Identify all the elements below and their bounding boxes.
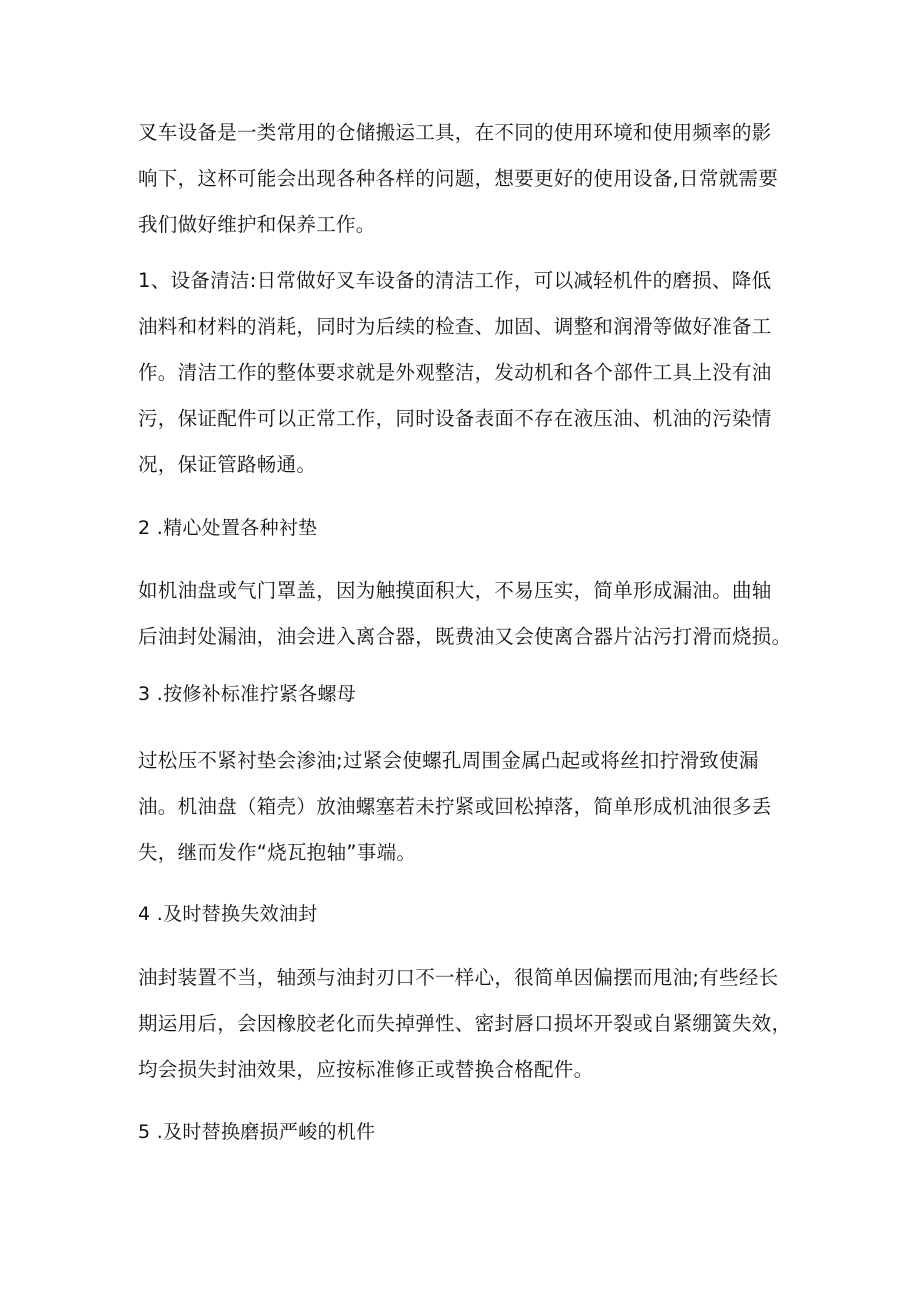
section-1-line-3: 作。清洁工作的整体要求就是外观整洁，发动机和各个部件工具上没有油 <box>138 361 772 384</box>
heading-5-text: 5 .及时替换磨损严峻的机件 <box>138 1121 376 1143</box>
heading-2-text: 2 .精心处置各种衬垫 <box>138 517 318 539</box>
heading-4 <box>138 891 798 937</box>
section-4-line-2: 期运用后，会因橡胶老化而失掉弹性、密封唇口损坏开裂或自紧绷簧失效， <box>138 1012 792 1035</box>
section-4-line-3: 均会损失封油效果，应按标准修正或替换合格配件。 <box>138 1058 594 1081</box>
section-3-paragraph <box>138 738 798 876</box>
section-2-line-1: 如机油盘或气门罩盖，因为触摸面积大，不易压实，简单形成漏油。曲轴 <box>138 579 772 602</box>
heading-3 <box>138 671 798 717</box>
section-1-line-2: 油料和材料的消耗，同时为后续的检查、加固、调整和润滑等做好准备工 <box>138 315 772 338</box>
intro-line-2: 响下，这杯可能会出现各种各样的问题，想要更好的使用设备,日常就需要 <box>138 167 779 190</box>
section-2-paragraph <box>138 568 798 660</box>
section-4-line-1: 油封装置不当，轴颈与油封刃口不一样心，很简单因偏摆而甩油;有些经长 <box>138 966 779 989</box>
section-4-paragraph <box>138 955 798 1093</box>
section-1-line-5: 况，保证管路畅通。 <box>138 453 317 476</box>
section-3-line-3: 失，继而发作“烧瓦抱轴”事端。 <box>138 841 417 864</box>
section-3-line-2: 油。机油盘（箱壳）放油螺塞若未拧紧或回松掉落，简单形成机油很多丢 <box>138 795 772 818</box>
heading-5 <box>138 1109 798 1155</box>
intro-line-1: 叉车设备是一类常用的仓储搬运工具，在不同的使用环境和使用频率的影 <box>138 121 772 144</box>
section-2-line-2: 后油封处漏油，油会进入离合器，既费油又会使离合器片沾污打滑而烧损。 <box>138 625 792 648</box>
heading-3-text: 3 .按修补标准拧紧各螺母 <box>138 683 357 705</box>
intro-line-3: 我们做好维护和保养工作。 <box>138 213 376 236</box>
section-3-line-1: 过松压不紧衬垫会渗油;过紧会使螺孔周围金属凸起或将丝扣拧滑致使漏 <box>138 749 759 772</box>
section-1-line-1: 1、设备清洁:日常做好叉车设备的清洁工作，可以减轻机件的磨损、降低 <box>138 269 772 292</box>
intro-paragraph <box>138 110 798 248</box>
heading-2 <box>138 505 798 551</box>
section-1-paragraph <box>138 258 798 488</box>
section-1-line-4: 污，保证配件可以正常工作，同时设备表面不存在液压油、机油的污染情 <box>138 407 772 430</box>
heading-4-text: 4 .及时替换失效油封 <box>138 903 318 925</box>
